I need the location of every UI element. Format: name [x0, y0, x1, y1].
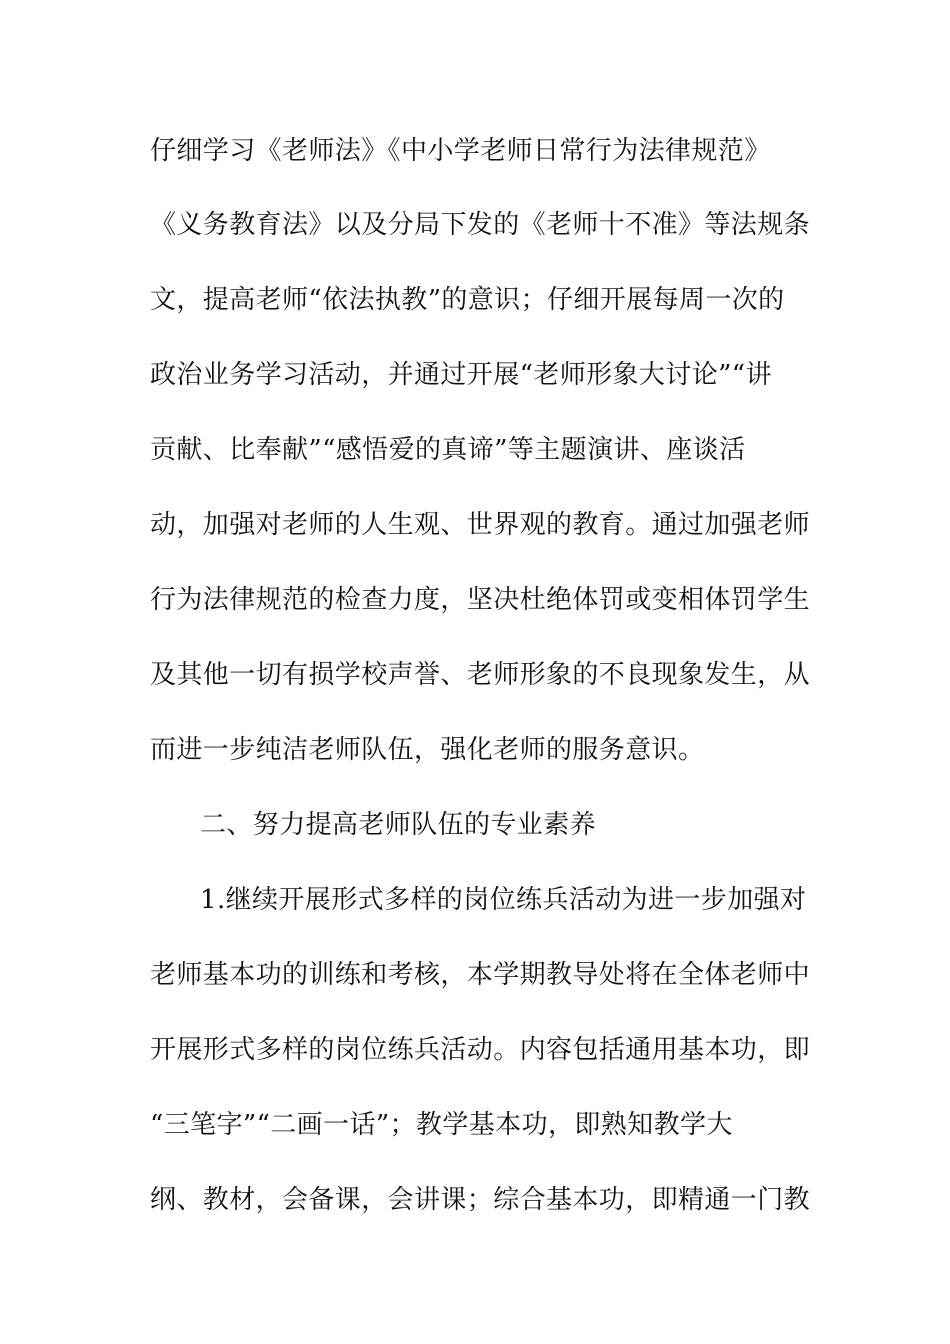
- paragraph-line: “三笔字”“二画一话”；教学基本功，即熟知教学大: [150, 1110, 733, 1140]
- section-heading: 二、努力提高老师队伍的专业素养: [200, 810, 597, 840]
- paragraph-line: 开展形式多样的岗位练兵活动。内容包括通用基本功，即: [150, 1035, 811, 1065]
- paragraph-line: 而进一步纯洁老师队伍，强化老师的服务意识。: [150, 735, 705, 765]
- paragraph-line: 贡献、比奉献”“感悟爱的真谛”等主题演讲、座谈活: [150, 435, 746, 465]
- paragraph-line: 老师基本功的训练和考核，本学期教导处将在全体老师中: [150, 960, 811, 990]
- paragraph-line: 纲、教材，会备课，会讲课；综合基本功，即精通一门教: [150, 1185, 811, 1215]
- paragraph-line: 动，加强对老师的人生观、世界观的教育。通过加强老师: [150, 510, 811, 540]
- paragraph-line: 仔细学习《老师法》《中小学老师日常行为法律规范》: [150, 136, 771, 166]
- paragraph-line: 行为法律规范的检查力度，坚决杜绝体罚或变相体罚学生: [150, 585, 811, 615]
- paragraph-line: 及其他一切有损学校声誉、老师形象的不良现象发生，从: [150, 660, 811, 690]
- paragraph-line: 政治业务学习活动，并通过开展“老师形象大讨论”“讲: [150, 360, 772, 390]
- numbered-item-start: 1.继续开展形式多样的岗位练兵活动为进一步加强对: [200, 885, 807, 915]
- paragraph-line: 文，提高老师“依法执教”的意识；仔细开展每周一次的: [150, 285, 785, 315]
- paragraph-line: 《义务教育法》以及分局下发的《老师十不准》等法规条: [150, 210, 811, 240]
